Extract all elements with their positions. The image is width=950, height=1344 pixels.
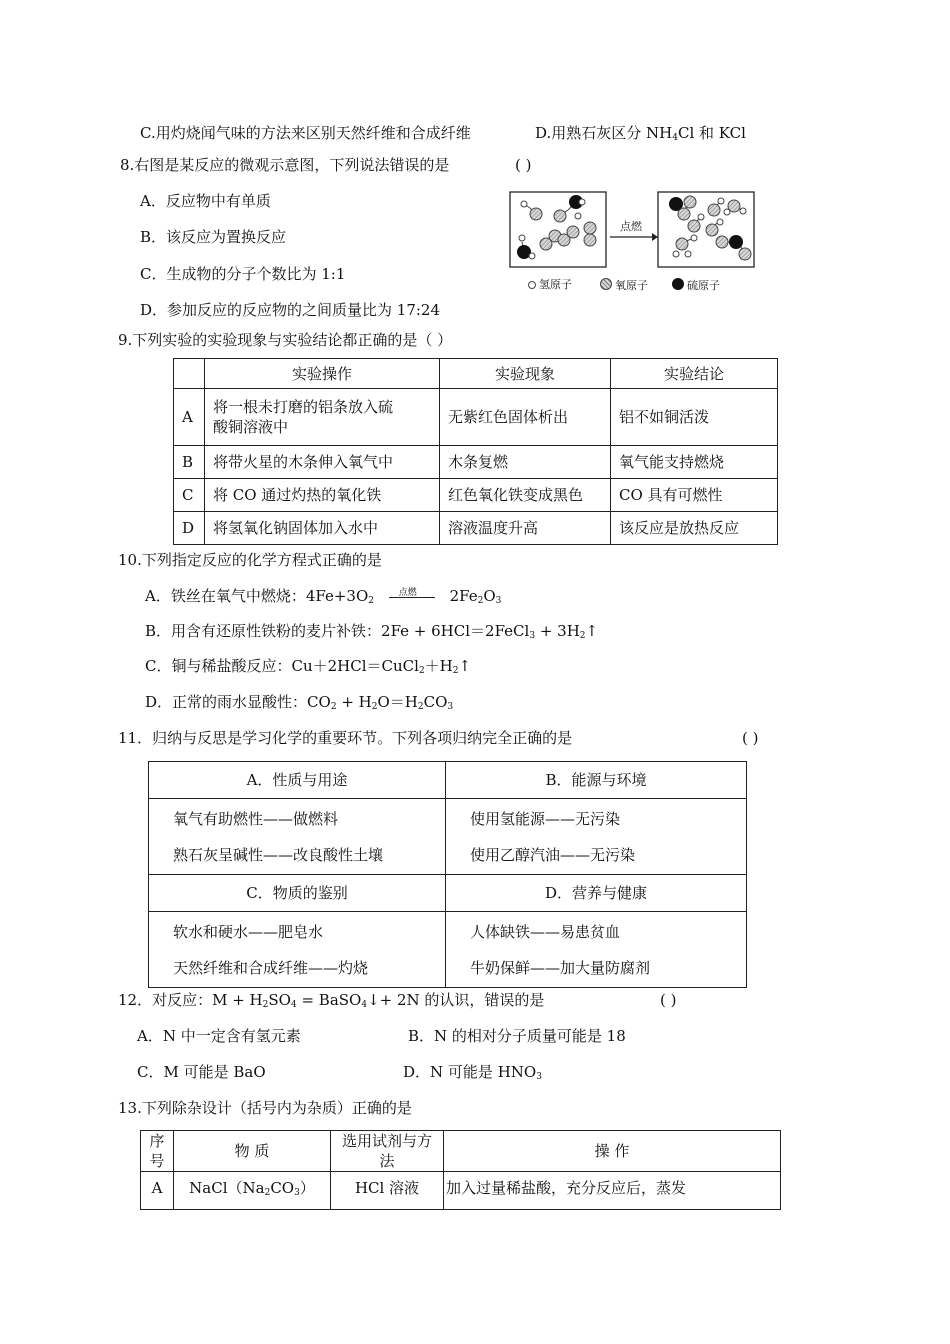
q8-answer-paren: ( ) [515,156,532,174]
row-label: C [174,479,205,512]
table-row [174,512,778,545]
table-header-cell: 实验现象 [440,359,611,389]
category-d-title: D．营养与健康 [446,875,747,912]
table-row [174,446,778,479]
q12-stem: 12．对反应：$M + H_2SO_4$ = BaSO$_4$↓+ 2N 的认识，错误的是 [118,991,545,1010]
conclusion-cell: 铝不如铜活泼 [611,389,778,446]
q10-option-c: C．铜与稀盐酸反应：$Cu+2HCl=CuCl_2+H_2↑$ [145,657,472,676]
q10-option-d: D．正常的雨水显酸性：$CO_2 + H_2O=H_2CO_3$ [145,693,454,712]
conclusion-cell: 该反应是放热反应 [611,512,778,545]
category-c-items: 软水和硬水——肥皂水 天然纤维和合成纤维——灼烧 [149,912,446,988]
category-a-items: 氧气有助燃性——做燃料 熟石灰呈碱性——改良酸性土壤 [149,799,446,875]
q10-option-b: B．用含有还原性铁粉的麦片补铁：2Fe + 6HCl＝2FeCl$_3$ + $3H_2↑$ [145,622,599,641]
oxygen-atom-icon [600,278,612,290]
q11-table [148,761,747,988]
category-b-items: 使用氢能源——无污染 使用乙醇汽油——无污染 [446,799,747,875]
q8-option-b: B．该反应为置换反应 [140,228,287,246]
category-b-title: B．能源与环境 [446,762,747,799]
table-header-cell: 选用试剂与方法 [331,1131,444,1172]
q8-option-c: C．生成物的分子个数比为 1:1 [140,265,346,283]
operation-cell: 将氢氧化钠固体加入水中 [205,512,440,545]
table-header-row [149,762,747,799]
q12-answer-paren: ( ) [660,991,677,1009]
q11-stem: 11．归纳与反思是学习化学的重要环节。下列各项归纳完全正确的是 [118,729,573,747]
q8-stem: 8.右图是某反应的微观示意图，下列说法错误的是 [120,156,450,174]
q10-stem: 10.下列指定反应的化学方程式正确的是 [118,551,382,569]
conclusion-cell: CO 具有可燃性 [611,479,778,512]
category-d-items: 人体缺铁——易患贫血 牛奶保鲜——加大量防腐剂 [446,912,747,988]
q9-table [173,358,778,545]
phenomenon-cell: 无紫红色固体析出 [440,389,611,446]
legend-sulfur: 硫原子 [672,278,720,293]
q13-stem: 13.下列除杂设计（括号内为杂质）正确的是 [118,1099,412,1117]
table-row [174,389,778,446]
category-a-title: A．性质与用途 [149,762,446,799]
substance-cell: $NaCl(Na_2CO_3)$ [174,1172,331,1210]
phenomenon-cell: 红色氧化铁变成黑色 [440,479,611,512]
table-row [149,799,747,875]
table-row [174,479,778,512]
table-header-cell: 操 作 [444,1131,781,1172]
q7-option-c: C.用灼烧闻气味的方法来区别天然纤维和合成纤维 [140,124,471,142]
q10-option-a: A．铁丝在氧气中燃烧：$4Fe+3O_2$ 点燃 $2Fe_2O_3$ [145,587,502,606]
q12-option-a: A．N 中一定含有氢元素 [137,1027,301,1045]
reaction-condition: 点燃 [389,597,435,598]
operation-cell: 将 CO 通过灼热的氧化铁 [205,479,440,512]
row-label: A [141,1172,174,1210]
hydrogen-atom-icon [528,281,536,289]
table-header-row [149,875,747,912]
arrow-label: 点燃 [620,220,642,233]
operation-cell: 加入过量稀盐酸，充分反应后，蒸发 [444,1172,781,1210]
operation-cell: 将一根未打磨的铝条放入硫 酸铜溶液中 [205,389,440,446]
legend-oxygen: 氧原子 [600,278,648,293]
table-header-cell: 序号 [141,1131,174,1172]
operation-cell: 将带火星的木条伸入氧气中 [205,446,440,479]
reaction-diagram [508,190,756,270]
table-header-cell: 实验操作 [205,359,440,389]
legend-hydrogen: 氢原子 [528,278,572,292]
q8-option-d: D．参加反应的反应物的之间质量比为 17:24 [140,301,441,319]
row-label: D [174,512,205,545]
q9-stem: 9.下列实验的实验现象与实验结论都正确的是（ ） [118,331,453,349]
category-c-title: C．物质的鉴别 [149,875,446,912]
table-row [141,1172,781,1210]
reagent-cell: HCl 溶液 [331,1172,444,1210]
table-header-row [174,359,778,389]
q12-option-c: C．M 可能是 BaO [137,1063,266,1081]
q11-answer-paren: ( ) [742,729,759,747]
q12-option-d: D．N 可能是 $HNO_3$ [403,1063,542,1082]
phenomenon-cell: 木条复燃 [440,446,611,479]
row-label: B [174,446,205,479]
table-row [149,912,747,988]
header-blank [174,359,205,389]
conclusion-cell: 氧气能支持燃烧 [611,446,778,479]
q13-table [140,1130,781,1210]
q8-option-a: A．反应物中有单质 [140,192,271,210]
q7-option-d: D.用熟石灰区分 $NH_4Cl$ 和 KCl [535,124,746,143]
sulfur-atom-icon [672,278,684,290]
table-header-cell: 实验结论 [611,359,778,389]
phenomenon-cell: 溶液温度升高 [440,512,611,545]
q12-option-b: B．N 的相对分子质量可能是 18 [408,1027,626,1045]
table-header-cell: 物 质 [174,1131,331,1172]
table-header-row [141,1131,781,1172]
row-label: A [174,389,205,446]
